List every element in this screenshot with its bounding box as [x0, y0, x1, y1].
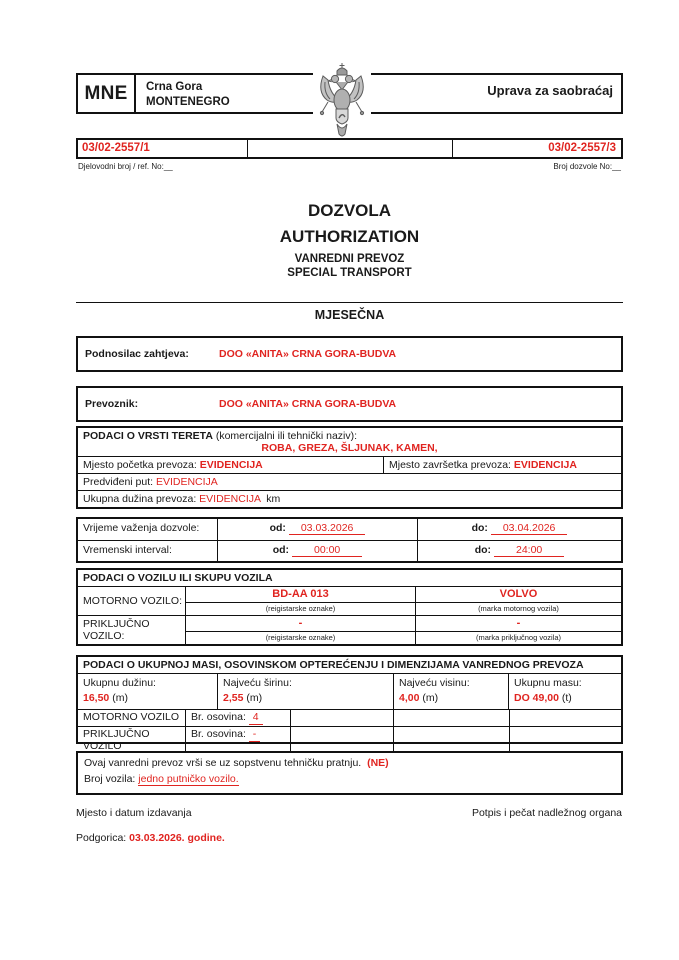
permit-number-caption: Broj dozvole No:__ — [553, 162, 621, 171]
valid-to-cell — [418, 519, 621, 540]
plate-caption: (reigistarske oznake) — [265, 633, 336, 642]
od-label: od: — [269, 522, 286, 534]
trailer-brand-cell — [416, 616, 621, 644]
trailer-row-label: PRIKLJUČNO VOZILO — [78, 727, 186, 753]
document-subtitle-english: SPECIAL TRANSPORT — [287, 267, 412, 279]
start-value: EVIDENCIJA — [199, 459, 263, 471]
motor-axles-cell — [186, 710, 291, 726]
axles-label: Br. osovina: — [191, 711, 246, 724]
motor-plate-value: BD-AA 013 — [186, 587, 415, 603]
ref-empty-cell — [248, 140, 453, 157]
interval-from-time: 00:00 — [292, 544, 362, 557]
ref-number-caption: Djelovodni broj / ref. No:__ — [78, 162, 173, 171]
length-unit: (m) — [112, 692, 128, 705]
height-label: Najveću visinu: — [399, 677, 470, 689]
escort-text: Ovaj vanredni prevoz vrši se uz sopstvenu tehničku pratnju. — [84, 757, 362, 770]
applicant-value: DOO «ANITA» CRNA GORA-BUDVA — [219, 348, 397, 360]
route-row — [78, 473, 621, 490]
escort-line1 — [84, 756, 615, 772]
route-value: EVIDENCIJA — [155, 476, 218, 488]
dimensions-values-row — [78, 674, 621, 710]
transport-end-cell — [384, 457, 621, 473]
issue-place-label: Mjesto i datum izdavanja — [76, 807, 192, 820]
empty-cell — [394, 727, 510, 753]
width-cell — [218, 674, 394, 709]
valid-to-date: 03.04.2026 — [491, 522, 568, 535]
trailer-brand-value: - — [416, 616, 621, 632]
interval-label: Vremenski interval: — [78, 540, 218, 561]
empty-cell — [394, 710, 510, 726]
carrier-row — [76, 386, 623, 422]
width-label: Najveću širinu: — [223, 677, 292, 689]
length-value: 16,50 — [83, 692, 110, 705]
applicant-row — [76, 336, 623, 372]
trailer-axles-cell — [186, 727, 291, 753]
document-title: DOZVOLA — [307, 201, 392, 220]
motor-axles-row — [78, 710, 621, 726]
cargo-types-value: ROBA, GREZA, ŠLJUNAK, KAMEN, — [261, 442, 438, 454]
empty-cell — [510, 727, 621, 753]
issue-date: 03.03.2026. godine. — [129, 832, 225, 845]
permit-period: MJESEČNA — [314, 308, 385, 322]
cargo-section — [76, 426, 623, 509]
width-unit: (m) — [246, 692, 263, 705]
country-name-english: MONTENEGRO — [146, 95, 230, 108]
distance-row — [78, 490, 621, 507]
vehicle-section — [76, 568, 623, 646]
end-value: EVIDENCIJA — [513, 459, 577, 471]
valid-from-cell — [218, 519, 418, 540]
mass-cell — [509, 674, 621, 709]
distance-value: EVIDENCIJA — [199, 493, 261, 505]
mass-label: Ukupnu masu: — [514, 677, 582, 689]
escort-section — [76, 751, 623, 795]
signature-label: Potpis i pečat nadležnog organa — [471, 807, 622, 820]
empty-cell — [291, 727, 394, 753]
motor-vehicle-label: MOTORNO VOZILO: — [78, 587, 186, 615]
height-unit: (m) — [422, 692, 439, 705]
issue-place: Podgorica: — [76, 832, 127, 845]
empty-cell — [510, 710, 621, 726]
motor-row-label: MOTORNO VOZILO — [78, 710, 186, 726]
cargo-locations-row — [78, 456, 621, 473]
empty-cell — [291, 710, 394, 726]
issuing-authority: Uprava za saobraćaj — [487, 83, 613, 98]
motor-brand-cell — [416, 587, 621, 615]
do-label: do: — [474, 544, 492, 556]
height-cell — [394, 674, 509, 709]
escort-line2 — [84, 772, 615, 788]
section-divider — [76, 302, 623, 303]
carrier-label: Prevoznik: — [85, 398, 139, 410]
plate-caption: (reigistarske oznake) — [265, 604, 336, 613]
validity-period-label: Vrijeme važenja dozvole: — [78, 519, 218, 540]
country-code: MNE — [78, 75, 136, 112]
carrier-value: DOO «ANITA» CRNA GORA-BUDVA — [219, 398, 397, 410]
trailer-brand-caption: (marka priključnog vozila) — [475, 633, 562, 642]
motor-brand-caption: (marka motornog vozila) — [478, 604, 559, 613]
route-label: Predviđeni put: — [83, 476, 154, 488]
length-label: Ukupnu dužinu: — [83, 677, 156, 689]
issue-place-row — [76, 832, 623, 844]
reference-captions — [76, 162, 623, 171]
motor-plate-cell — [186, 587, 416, 615]
transport-start-cell — [78, 457, 384, 473]
valid-from-date: 03.03.2026 — [289, 522, 366, 535]
axles-label: Br. osovina: — [191, 728, 246, 741]
document-subtitle: VANREDNI PREVOZ — [294, 253, 405, 265]
motor-axles-value: 4 — [249, 711, 263, 724]
height-value: 4,00 — [399, 692, 420, 705]
motor-brand-value: VOLVO — [416, 587, 621, 603]
validity-section — [76, 517, 623, 563]
start-label: Mjesto početka prevoza: — [83, 459, 197, 471]
mass-value: DO 49,00 — [514, 692, 559, 705]
width-value: 2,55 — [223, 692, 244, 705]
trailer-plate-cell — [186, 616, 416, 644]
cargo-title-note: (komercijalni ili tehnički naziv): — [215, 430, 358, 442]
trailer-vehicle-label: PRIKLJUČNO VOZILO: — [78, 616, 186, 644]
trailer-axles-value: - — [249, 728, 261, 741]
document-title-english: AUTHORIZATION — [279, 227, 420, 246]
montenegro-coat-of-arms-icon — [313, 62, 371, 137]
interval-to-time: 24:00 — [494, 544, 564, 557]
end-label: Mjesto završetka prevoza: — [389, 459, 511, 471]
do-label: do: — [471, 522, 488, 534]
reference-number-row — [76, 138, 623, 159]
escort-vehicles-label: Broj vozila: — [84, 773, 136, 786]
mass-unit: (t) — [561, 692, 572, 705]
distance-unit: km — [266, 493, 281, 505]
escort-vehicles-value: jedno putničko vozilo. — [138, 773, 239, 786]
od-label: od: — [272, 544, 290, 556]
permit-number: 03/02-2557/3 — [548, 142, 616, 154]
length-cell — [78, 674, 218, 709]
cargo-section-title — [78, 428, 621, 442]
distance-label: Ukupna dužina prevoza: — [83, 493, 197, 505]
escort-answer: (NE) — [367, 757, 389, 770]
motor-vehicle-row — [78, 587, 621, 615]
trailer-vehicle-row — [78, 615, 621, 644]
vehicle-section-title: PODACI O VOZILU ILI SKUPU VOZILA — [78, 570, 621, 587]
country-name — [136, 75, 230, 112]
footer-labels — [76, 807, 623, 819]
trailer-plate-value: - — [186, 616, 415, 632]
trailer-axles-row — [78, 726, 621, 753]
ref-number: 03/02-2557/1 — [78, 140, 248, 157]
dimensions-section-title: PODACI O UKUPNOJ MASI, OSOVINSKOM OPTEREĆENJU I DIMENZIJAMA VANREDNOG PREVOZA — [78, 657, 621, 674]
interval-to-cell — [418, 540, 621, 561]
country-name-local: Crna Gora — [146, 81, 203, 93]
applicant-label: Podnosilac zahtjeva: — [85, 348, 189, 360]
dimensions-section — [76, 655, 623, 753]
interval-from-cell — [218, 540, 418, 561]
cargo-title-text: PODACI O VRSTI TERETA — [83, 430, 213, 442]
